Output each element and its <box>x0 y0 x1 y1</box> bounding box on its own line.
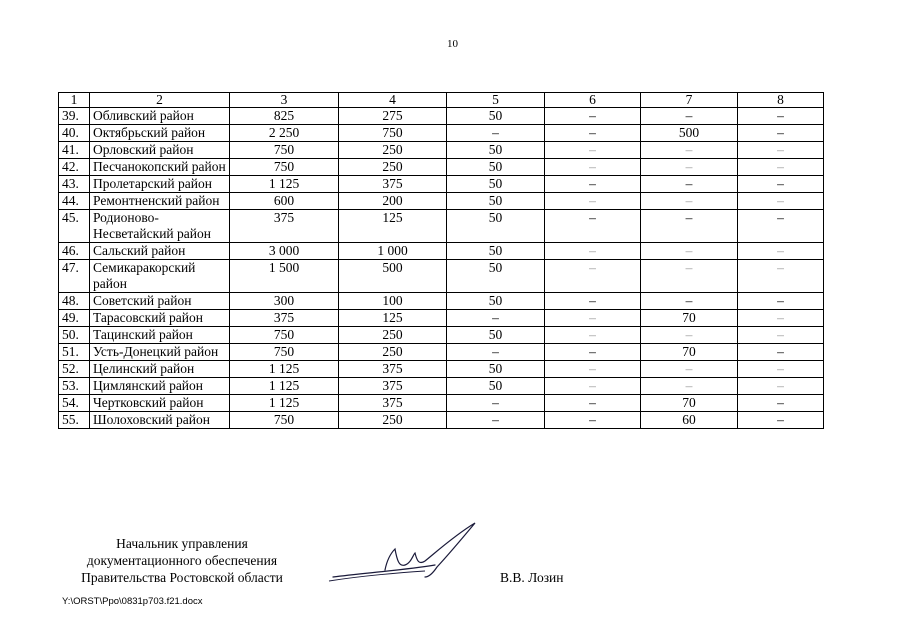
value-cell-col3: 2 250 <box>230 125 339 142</box>
value-cell-col8: – <box>738 243 824 260</box>
table-row <box>59 260 824 293</box>
value-cell-col8: – <box>738 159 824 176</box>
value-cell-col7: – <box>641 159 738 176</box>
district-name-cell: Чертковский район <box>90 395 230 412</box>
table-row <box>59 344 824 361</box>
value-cell-col3: 1 125 <box>230 361 339 378</box>
allocation-table <box>58 92 824 429</box>
value-cell-col8: – <box>738 412 824 429</box>
value-cell-col5: – <box>447 395 545 412</box>
table-row <box>59 361 824 378</box>
column-header: 6 <box>545 93 641 108</box>
value-cell-col6: – <box>545 108 641 125</box>
value-cell-col3: 825 <box>230 108 339 125</box>
table-row <box>59 108 824 125</box>
value-cell-col5: 50 <box>447 159 545 176</box>
table-header-row <box>59 93 824 108</box>
signatory-title-line: документационного обеспечения <box>86 553 278 568</box>
value-cell-col6: – <box>545 159 641 176</box>
value-cell-col7: – <box>641 142 738 159</box>
value-cell-col4: 500 <box>339 260 447 293</box>
value-cell-col6: – <box>545 327 641 344</box>
table-row <box>59 159 824 176</box>
value-cell-col8: – <box>738 260 824 293</box>
value-cell-col6: – <box>545 176 641 193</box>
row-number-cell: 41. <box>59 142 90 159</box>
row-number-cell: 40. <box>59 125 90 142</box>
value-cell-col8: – <box>738 344 824 361</box>
table-row <box>59 293 824 310</box>
value-cell-col6: – <box>545 193 641 210</box>
value-cell-col4: 375 <box>339 378 447 395</box>
value-cell-col5: – <box>447 125 545 142</box>
signatory-title <box>62 535 302 586</box>
row-number-cell: 46. <box>59 243 90 260</box>
district-name-cell: Советский район <box>90 293 230 310</box>
value-cell-col8: – <box>738 361 824 378</box>
value-cell-col3: 1 125 <box>230 176 339 193</box>
value-cell-col7: – <box>641 243 738 260</box>
value-cell-col6: – <box>545 243 641 260</box>
value-cell-col6: – <box>545 142 641 159</box>
value-cell-col3: 1 125 <box>230 378 339 395</box>
table-row <box>59 125 824 142</box>
value-cell-col7: – <box>641 361 738 378</box>
value-cell-col6: – <box>545 310 641 327</box>
handwritten-signature <box>325 515 485 590</box>
value-cell-col6: – <box>545 260 641 293</box>
district-name-cell: Шолоховский район <box>90 412 230 429</box>
table-row <box>59 412 824 429</box>
value-cell-col7: – <box>641 378 738 395</box>
value-cell-col3: 1 500 <box>230 260 339 293</box>
column-header: 8 <box>738 93 824 108</box>
value-cell-col8: – <box>738 327 824 344</box>
value-cell-col7: 70 <box>641 344 738 361</box>
value-cell-col4: 100 <box>339 293 447 310</box>
table-row <box>59 176 824 193</box>
row-number-cell: 45. <box>59 210 90 243</box>
value-cell-col7: – <box>641 327 738 344</box>
value-cell-col6: – <box>545 210 641 243</box>
row-number-cell: 50. <box>59 327 90 344</box>
value-cell-col6: – <box>545 293 641 310</box>
value-cell-col3: 750 <box>230 159 339 176</box>
value-cell-col3: 750 <box>230 412 339 429</box>
district-name-cell: Ремонтненский район <box>90 193 230 210</box>
value-cell-col3: 1 125 <box>230 395 339 412</box>
value-cell-col3: 375 <box>230 310 339 327</box>
value-cell-col6: – <box>545 395 641 412</box>
table-row <box>59 327 824 344</box>
value-cell-col4: 375 <box>339 395 447 412</box>
value-cell-col4: 125 <box>339 210 447 243</box>
row-number-cell: 51. <box>59 344 90 361</box>
row-number-cell: 54. <box>59 395 90 412</box>
value-cell-col8: – <box>738 378 824 395</box>
value-cell-col6: – <box>545 344 641 361</box>
value-cell-col4: 250 <box>339 344 447 361</box>
table-body <box>59 108 824 429</box>
row-number-cell: 44. <box>59 193 90 210</box>
value-cell-col7: 70 <box>641 395 738 412</box>
district-name-cell: Сальский район <box>90 243 230 260</box>
value-cell-col7: – <box>641 108 738 125</box>
value-cell-col7: 500 <box>641 125 738 142</box>
value-cell-col7: 70 <box>641 310 738 327</box>
district-name-cell: Усть-Донецкий район <box>90 344 230 361</box>
table-row <box>59 378 824 395</box>
value-cell-col4: 250 <box>339 412 447 429</box>
district-name-cell: Тарасовский район <box>90 310 230 327</box>
value-cell-col8: – <box>738 176 824 193</box>
value-cell-col8: – <box>738 193 824 210</box>
value-cell-col7: – <box>641 210 738 243</box>
district-name-cell: Песчанокопский район <box>90 159 230 176</box>
value-cell-col7: – <box>641 176 738 193</box>
value-cell-col4: 375 <box>339 176 447 193</box>
column-header: 1 <box>59 93 90 108</box>
value-cell-col6: – <box>545 412 641 429</box>
table-row <box>59 395 824 412</box>
value-cell-col8: – <box>738 310 824 327</box>
row-number-cell: 55. <box>59 412 90 429</box>
row-number-cell: 48. <box>59 293 90 310</box>
value-cell-col3: 600 <box>230 193 339 210</box>
value-cell-col8: – <box>738 210 824 243</box>
value-cell-col5: 50 <box>447 176 545 193</box>
column-header: 3 <box>230 93 339 108</box>
value-cell-col5: 50 <box>447 293 545 310</box>
value-cell-col3: 750 <box>230 327 339 344</box>
value-cell-col5: 50 <box>447 108 545 125</box>
value-cell-col6: – <box>545 361 641 378</box>
district-name-cell: Целинский район <box>90 361 230 378</box>
value-cell-col8: – <box>738 125 824 142</box>
district-name-cell: Орловский район <box>90 142 230 159</box>
value-cell-col8: – <box>738 395 824 412</box>
district-name-cell: Семикаракорский район <box>90 260 230 293</box>
value-cell-col6: – <box>545 378 641 395</box>
value-cell-col3: 3 000 <box>230 243 339 260</box>
row-number-cell: 42. <box>59 159 90 176</box>
value-cell-col7: – <box>641 293 738 310</box>
table-row <box>59 142 824 159</box>
value-cell-col4: 125 <box>339 310 447 327</box>
district-name-cell: Родионово-Несветайский район <box>90 210 230 243</box>
value-cell-col3: 750 <box>230 344 339 361</box>
row-number-cell: 52. <box>59 361 90 378</box>
value-cell-col5: 50 <box>447 378 545 395</box>
value-cell-col3: 750 <box>230 142 339 159</box>
signatory-title-line: Начальник управления <box>116 536 248 551</box>
signatory-title-line: Правительства Ростовской области <box>81 570 283 585</box>
column-header: 5 <box>447 93 545 108</box>
district-name-cell: Пролетарский район <box>90 176 230 193</box>
column-header: 4 <box>339 93 447 108</box>
value-cell-col3: 375 <box>230 210 339 243</box>
value-cell-col3: 300 <box>230 293 339 310</box>
value-cell-col4: 375 <box>339 361 447 378</box>
value-cell-col5: 50 <box>447 260 545 293</box>
column-header: 2 <box>90 93 230 108</box>
value-cell-col4: 275 <box>339 108 447 125</box>
row-number-cell: 43. <box>59 176 90 193</box>
value-cell-col4: 250 <box>339 327 447 344</box>
value-cell-col5: 50 <box>447 210 545 243</box>
table-row <box>59 193 824 210</box>
value-cell-col5: 50 <box>447 361 545 378</box>
table-row <box>59 210 824 243</box>
value-cell-col4: 750 <box>339 125 447 142</box>
row-number-cell: 53. <box>59 378 90 395</box>
value-cell-col7: – <box>641 193 738 210</box>
page-number: 10 <box>447 38 458 50</box>
value-cell-col4: 250 <box>339 142 447 159</box>
value-cell-col5: 50 <box>447 142 545 159</box>
file-path: Y:\ORST\Ppo\0831p703.f21.docx <box>62 596 203 607</box>
value-cell-col5: – <box>447 344 545 361</box>
value-cell-col5: 50 <box>447 243 545 260</box>
district-name-cell: Обливский район <box>90 108 230 125</box>
value-cell-col4: 250 <box>339 159 447 176</box>
value-cell-col7: 60 <box>641 412 738 429</box>
value-cell-col5: – <box>447 310 545 327</box>
value-cell-col8: – <box>738 293 824 310</box>
value-cell-col5: 50 <box>447 193 545 210</box>
value-cell-col8: – <box>738 142 824 159</box>
district-name-cell: Октябрьский район <box>90 125 230 142</box>
value-cell-col5: 50 <box>447 327 545 344</box>
row-number-cell: 39. <box>59 108 90 125</box>
value-cell-col4: 1 000 <box>339 243 447 260</box>
row-number-cell: 47. <box>59 260 90 293</box>
value-cell-col6: – <box>545 125 641 142</box>
table-row <box>59 243 824 260</box>
district-name-cell: Тацинский район <box>90 327 230 344</box>
column-header: 7 <box>641 93 738 108</box>
value-cell-col5: – <box>447 412 545 429</box>
table-row <box>59 310 824 327</box>
value-cell-col8: – <box>738 108 824 125</box>
value-cell-col4: 200 <box>339 193 447 210</box>
signer-name: В.В. Лозин <box>500 570 564 585</box>
row-number-cell: 49. <box>59 310 90 327</box>
value-cell-col7: – <box>641 260 738 293</box>
district-name-cell: Цимлянский район <box>90 378 230 395</box>
